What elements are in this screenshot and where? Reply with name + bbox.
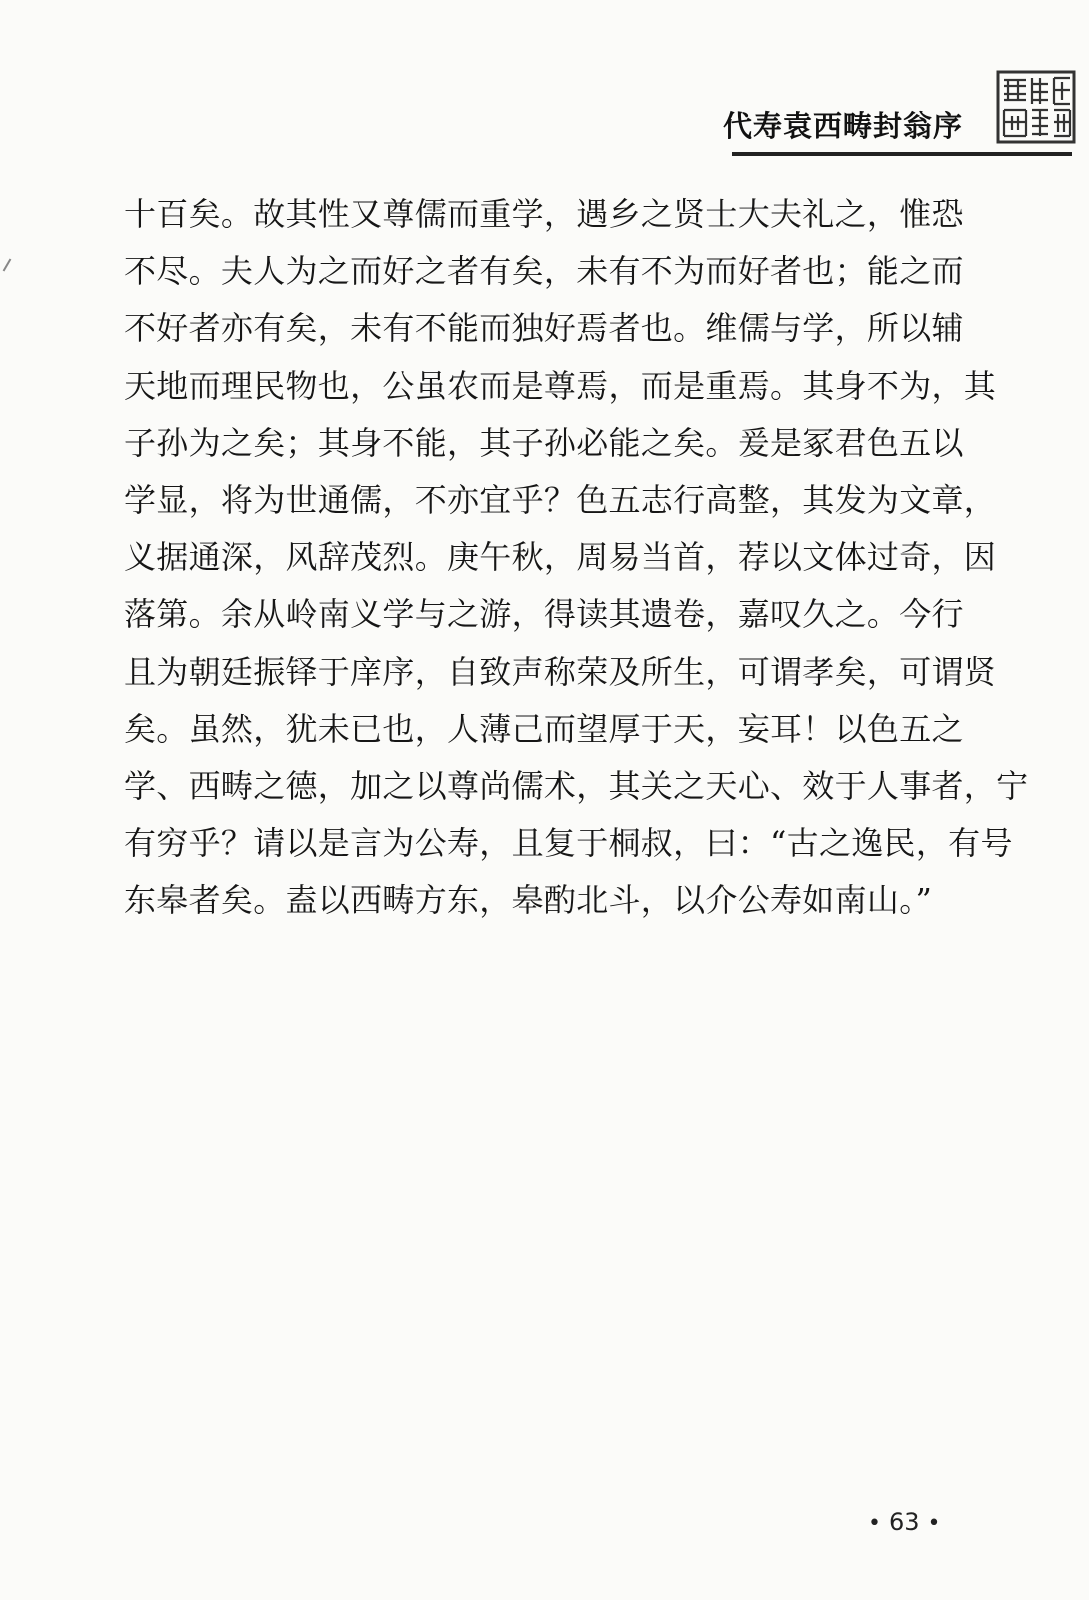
page-number	[860, 1508, 949, 1536]
text-line: 不好者亦有矣，未有不能而独好焉者也。维儒与学，所以辅	[124, 309, 964, 348]
text-line: 子孙为之矣；其身不能，其子孙必能之矣。爰是冢君色五以	[124, 423, 964, 462]
page-number-dot-left: •	[868, 1511, 881, 1536]
text-line: 十百矣。故其性又尊儒而重学，遇乡之贤士大夫礼之，惟恐	[124, 195, 964, 233]
text-line: 义据通深，风辞茂烈。庚午秋，周易当首，荐以文体过奇，因	[124, 538, 997, 577]
header-title: 代寿袁西畴封翁序	[722, 109, 963, 143]
text-line: 落第。余从岭南义学与之游，得读其遗卷，嘉叹久之。今行	[124, 595, 964, 634]
scan-margin-mark	[3, 258, 12, 271]
running-header	[0, 60, 1089, 160]
text-line: 不尽。夫人为之而好之者有矣，未有不为而好者也；能之而	[124, 252, 964, 291]
text-line: 学、西畴之德，加之以尊尚儒术，其关之天心、效于人事者，宁	[124, 766, 1029, 805]
text-line: 矣。虽然，犹未已也，人薄己而望厚于天，妄耳！以色五之	[124, 709, 964, 748]
seal-emblem-icon	[996, 70, 1076, 144]
text-line: 天地而理民物也，公虽农而是尊焉，而是重焉。其身不为，其	[124, 366, 997, 405]
text-line: 东皋者矣。盍以西畴方东，皋酌北斗，以介公寿如南山。”	[124, 881, 933, 920]
text-line: 有穷乎？请以是言为公寿，且复于桐叔，曰：“古之逸民，有号	[124, 824, 1013, 863]
header-rule	[732, 152, 1072, 156]
body-text	[124, 186, 1029, 929]
text-line: 学显，将为世通儒，不亦宜乎？色五志行高整，其发为文章，	[124, 480, 997, 519]
page-number-value: 63	[888, 1508, 920, 1536]
page-number-dot-right: •	[927, 1511, 941, 1536]
text-line: 且为朝廷振铎于庠序，自致声称荣及所生，可谓孝矣，可谓贤	[124, 652, 997, 691]
